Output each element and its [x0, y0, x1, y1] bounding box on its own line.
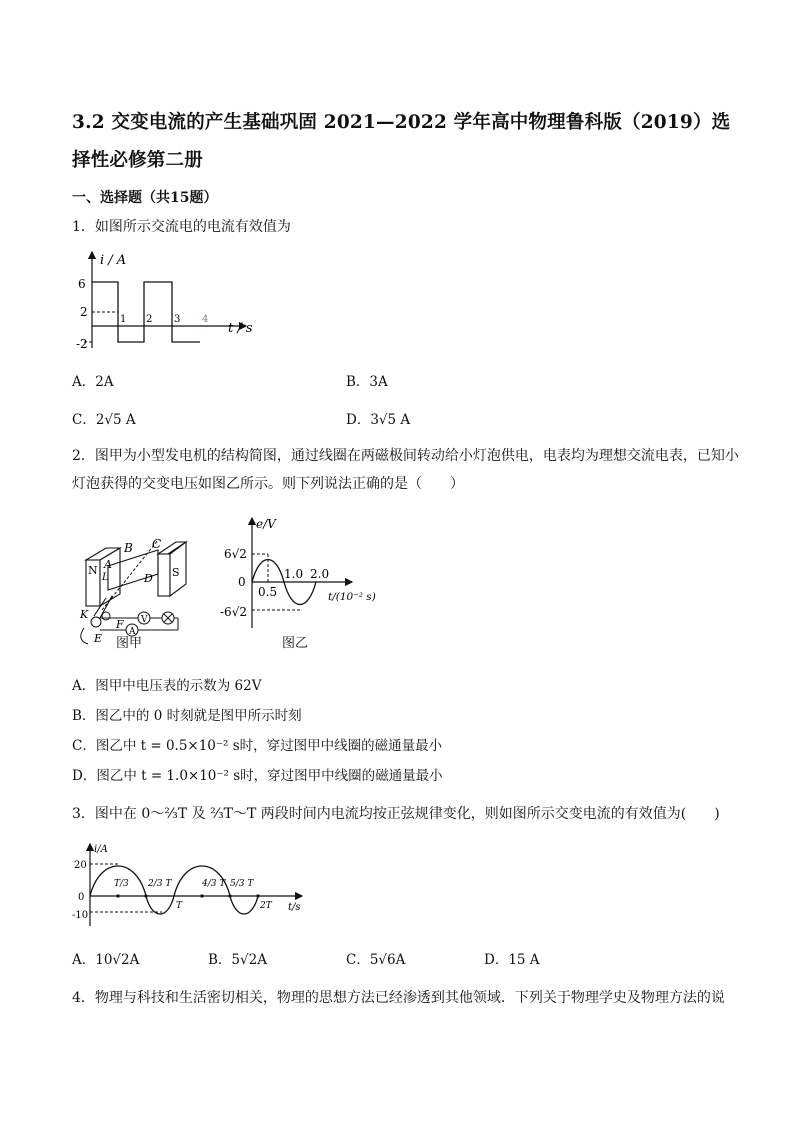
label-s: S: [172, 566, 180, 579]
q3-xtick-4t3: 4/3 T: [202, 879, 226, 889]
q3-ytick-neg10: -10: [72, 910, 89, 921]
q1-y-label: i / A: [100, 253, 127, 268]
label-f: F: [116, 618, 124, 631]
q3-option-b: B．5√2A: [208, 952, 267, 968]
magnet-s: [158, 554, 170, 596]
q3-xtick-2t: 2T: [260, 901, 272, 911]
q2-ytick-pos: 6√2: [224, 547, 247, 561]
label-b: B: [124, 541, 133, 555]
label-e: E: [94, 632, 103, 645]
q2-ytick-zero: 0: [238, 575, 246, 589]
label-k: K: [80, 608, 89, 621]
q2-xtick-1-0: 1.0: [284, 567, 304, 581]
q2-xtick-2-0: 2.0: [310, 567, 330, 581]
q1-option-c: C．2√5 A: [72, 412, 136, 428]
q3-ytick-0: 0: [78, 892, 85, 903]
label-d: D: [144, 572, 153, 585]
q1-x-label: t / s: [228, 321, 253, 336]
q3-xtick-5t3: 5/3 T: [230, 879, 254, 889]
q1-ytick-2: 2: [80, 305, 88, 319]
q3-option-c: C．5√6A: [346, 952, 406, 968]
label-l: L: [102, 572, 109, 583]
q2-xtick-0-5: 0.5: [258, 585, 278, 599]
q3-y-label: i/A: [94, 844, 108, 855]
q2-figure-a-caption: 图甲: [116, 636, 143, 651]
q1-xtick-3: 3: [174, 314, 181, 325]
q1-ytick-neg2: -2: [76, 337, 88, 351]
q2-ytick-neg: -6√2: [220, 605, 247, 619]
q1-square-wave-figure: [78, 248, 278, 358]
label-c: C: [152, 537, 162, 551]
q3-ytick-20: 20: [74, 860, 87, 871]
q1-xtick-2: 2: [146, 314, 153, 325]
q3-current-graph: [72, 840, 312, 930]
q3-xtick-t: T: [176, 901, 183, 911]
label-n: N: [88, 564, 98, 577]
label-v: V: [141, 615, 148, 625]
q1-xtick-4: 4: [202, 314, 209, 325]
label-a: A: [104, 558, 112, 571]
q1-option-a: A．2A: [72, 374, 114, 390]
q1-option-d: D．3√5 A: [346, 412, 411, 428]
q3-option-d: D．15 A: [484, 952, 540, 968]
q3-xtick-2t3: 2/3 T: [148, 879, 172, 889]
q2-x-label: t/(10⁻² s): [328, 591, 376, 603]
q3-option-a: A．10√2A: [72, 952, 140, 968]
q2-voltage-graph: [216, 512, 386, 632]
q3-waveform: [90, 866, 258, 914]
label-ammeter: A: [129, 627, 136, 637]
question-1-text: 1．如图所示交流电的电流有效值为: [72, 219, 291, 235]
q1-ytick-6: 6: [78, 277, 86, 291]
q3-x-label: t/s: [288, 902, 301, 913]
q2-option-a: A．图甲中电压表的示数为 62V: [72, 678, 262, 694]
q2-y-label: e/V: [256, 517, 276, 531]
q2-option-b: B．图乙中的 0 时刻就是图甲所示时刻: [72, 708, 302, 724]
q3-xtick-t3: T/3: [114, 879, 129, 889]
q2-option-c: C．图乙中 t = 0.5×10⁻² s时，穿过图甲中线圈的磁通量最小: [72, 738, 443, 754]
section-heading: 一、选择题（共15题）: [72, 190, 218, 206]
question-3-text: 3．图中在 0～⅔T 及 ⅔T～T 两段时间内电流均按正弦规律变化，则如图所示交变电流的有效值为( ): [72, 806, 720, 822]
question-2-text: 2．图甲为小型发电机的结构简图，通过线圈在两磁极间转动给小灯泡供电，电表均为理想交流电表，已知小灯泡获得的交变电压如图乙所示。则下列说法正确的是（ ）: [72, 448, 739, 492]
q2-option-d: D．图乙中 t = 1.0×10⁻² s时，穿过图甲中线圈的磁通量最小: [72, 768, 443, 784]
q1-xtick-1: 1: [120, 314, 127, 325]
q1-option-b: B．3A: [346, 374, 388, 390]
document-title: 3.2 交变电流的产生基础巩固 2021—2022 学年高中物理鲁科版（2019）选择性必修第二册: [72, 112, 731, 171]
q2-figure-b-caption: 图乙: [282, 636, 309, 651]
question-4-text: 4．物理与科技和生活密切相关，物理的思想方法已经渗透到其他领域．下列关于物理学史及物理方法的说: [72, 990, 725, 1006]
